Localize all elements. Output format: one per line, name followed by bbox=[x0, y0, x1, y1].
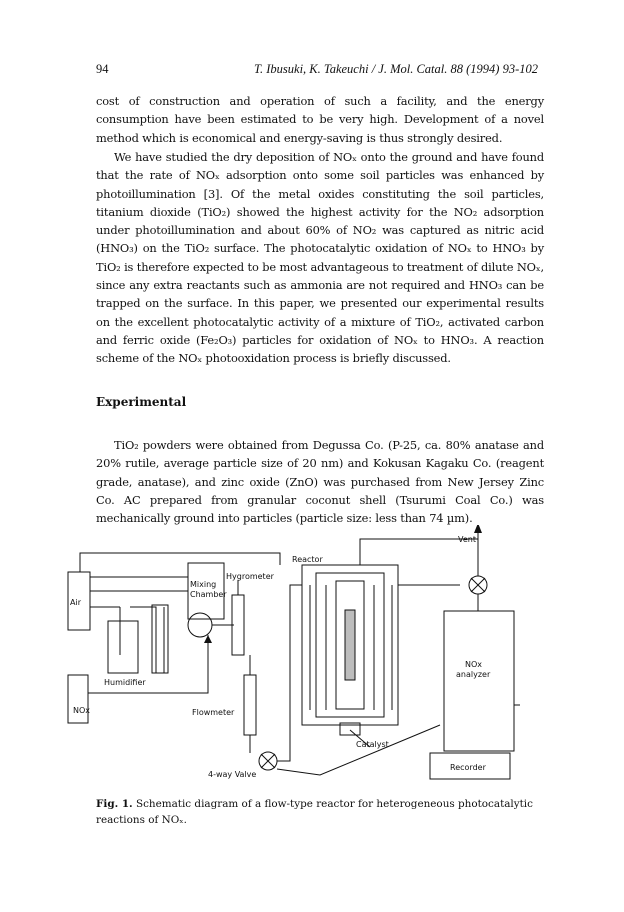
nox-cylinder-box bbox=[68, 675, 91, 723]
label-nox-cylinder: NOx bbox=[73, 706, 91, 715]
label-catalyst: Catalyst bbox=[356, 740, 389, 749]
running-head: T. Ibusuki, K. Takeuchi / J. Mol. Catal. 88 (1994) 93-102 bbox=[253, 62, 538, 76]
section-heading-experimental: Experimental bbox=[96, 395, 187, 409]
label-mixing-chamber: Mixing bbox=[190, 580, 217, 589]
catalyst-bed bbox=[345, 610, 355, 680]
paragraph-1: cost of construction and operation of such a facility, and the energy consumption have been estimated to be very high. Development of a novel method which is economical and energy-saving is thus strongly desired. bbox=[96, 94, 544, 145]
page-number: 94 bbox=[96, 62, 109, 76]
label-nox-analyzer: NOx bbox=[465, 660, 483, 669]
flowmeter-box bbox=[244, 675, 256, 735]
label-recorder: Recorder bbox=[450, 763, 486, 772]
reactor-schematic-figure bbox=[60, 525, 540, 790]
nox-analyzer-box bbox=[444, 611, 514, 751]
label-mixing-chamber-2: Chamber bbox=[190, 590, 227, 599]
label-four-way-valve: 4-way Valve bbox=[208, 770, 257, 779]
figure-caption bbox=[96, 797, 544, 828]
caption-label: Fig. 1. bbox=[96, 798, 133, 810]
label-air: Air bbox=[70, 598, 81, 607]
running-header bbox=[96, 62, 538, 78]
caption-text: Schematic diagram of a flow-type reactor for heterogeneous photocatalytic reactions of NOₓ. bbox=[96, 798, 533, 826]
paragraph-3: TiO₂ powders were obtained from Degussa Co. (P-25, ca. 80% anatase and 20% rutile, average particle size of 20 nm) and Kokusan Kagaku Co. (reagent grade, anatase), and zinc oxide (ZnO) was purchased from New Jersey Zinc Co. AC prepared from granular coconut shell (Tsurumi Coal Co.) was mechanically ground into particles (particle size: less than 74 µm). bbox=[96, 438, 544, 526]
label-reactor: Reactor bbox=[292, 555, 323, 564]
label-vent: Vent bbox=[458, 535, 476, 544]
humidifier-box bbox=[108, 621, 138, 673]
label-humidifier: Humidifier bbox=[104, 678, 146, 687]
mixing-fan bbox=[188, 613, 212, 637]
label-hygrometer: Hygrometer bbox=[226, 572, 274, 581]
label-flowmeter: Flowmeter bbox=[192, 708, 235, 717]
paragraph-2: We have studied the dry deposition of NOₓ onto the ground and have found that the rate of NOₓ adsorption onto some soil particles was enhanced by photoillumination [3]. Of the metal oxides constituting the soil particles, titanium dioxide (TiO₂) showed the highest activity for the NO₂ adsorption under photoillumination and about 60% of NO₂ was captured as nitric acid (HNO₃) on the TiO₂ surface. The photocatalytic oxidation of NOₓ to HNO₃ by TiO₂ is therefore expected to be most advantageous to treatment of dilute NOₓ, since any extra reactants such as ammonia are not required and HNO₃ can be trapped on the surface. In this paper, we presented our experimental results on the excellent photocatalytic activity of a mixture of TiO₂, activated carbon and ferric oxide (Fe₂O₃) particles for oxidation of NOₓ to HNO₃. A reaction scheme of the NOₓ photooxidation process is briefly discussed. bbox=[96, 150, 544, 366]
label-nox-analyzer-2: analyzer bbox=[456, 670, 491, 679]
